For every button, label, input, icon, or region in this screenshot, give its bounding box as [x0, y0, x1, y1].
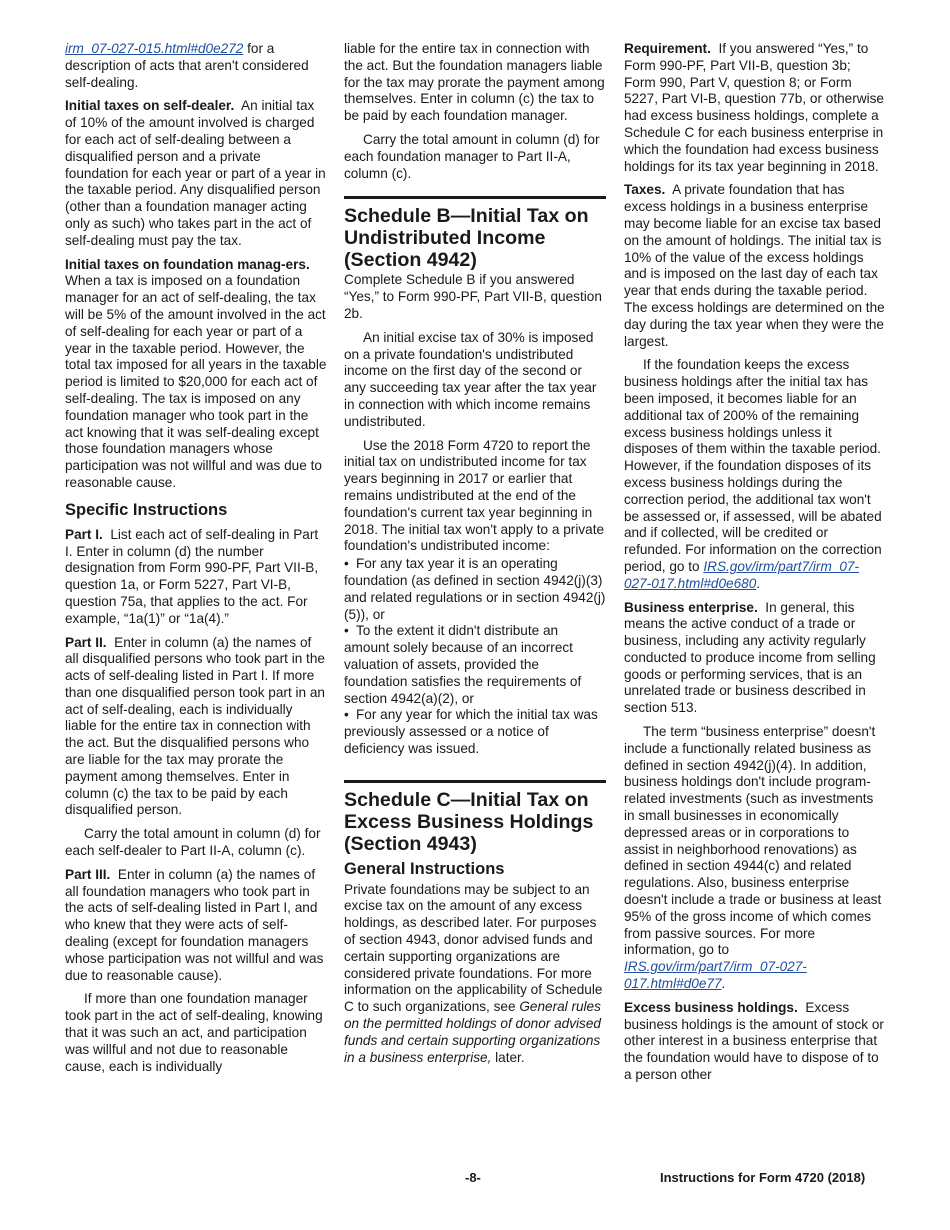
paragraph: Taxes. A private foundation that has excess holdings in a business enterprise may become liable for an excise tax based on the amount of holdings. The initial tax is 10% of the value of the excess holdings and is imposed on the last day of each tax year that ends during the taxable period. The excess holdings are determined on the day during the tax year when they were the largest. — [624, 182, 885, 349]
irm-link[interactable]: IRS.gov/irm/part7/irm_07-027-017.html#d0e77 — [624, 959, 807, 992]
schedule-c-title: Schedule C—Initial Tax on Excess Business Holdings (Section 4943) — [344, 780, 606, 855]
run-in-heading: Initial taxes on foundation manag-ers. — [65, 256, 310, 272]
paragraph: Carry the total amount in column (d) for each self-dealer to Part II-A, column (c). — [65, 826, 321, 859]
bullet-icon: • — [344, 707, 349, 723]
paragraph: If more than one foundation manager took part in the act of self-dealing, knowing that it was such an act, and participation was willful and not due to reasonable cause, each is individually — [65, 991, 323, 1074]
paragraph: liable for the entire tax in connection with the act. But the foundation managers liable for the tax may prorate the payment among themselves. Enter in column (c) the tax to be paid by each foundation manager. — [344, 41, 605, 124]
paragraph: Initial taxes on foundation manag-ers. When a tax is imposed on a foundation manager for an act of self-dealing, the tax will be 5% of the amount involved in the act of self-dealing for each year or part of a year in the taxable period. However, the total tax imposed for all years in the taxable period is limited to $20,000 for each act of self-dealing. The tax is imposed on any foundation manager who took part in the act knowing that it was self-dealing except those foundation managers whose participation was not willful and was due to reasonable cause. — [65, 256, 327, 490]
paragraph: Complete Schedule B if you answered “Yes,” to Form 990-PF, Part VII-B, question 2b. — [344, 272, 602, 321]
run-in-heading: Initial taxes on self-dealer. — [65, 98, 235, 114]
bullet-icon: • — [344, 556, 349, 572]
paragraph: Part II. Enter in column (a) the names of all disqualified persons who took part in the acts of self-dealing listed in Part I. If more than one disqualified person took part in an act of self-dealing, each is individually liable for the entire tax in connection with the act. But the disqualified persons who are liable for the tax may prorate the payment among themselves. Enter in column (c) the tax to be paid by each disqualified person. — [65, 634, 325, 818]
paragraph: Business enterprise. In general, this means the active conduct of a trade or business, including any activity regularly conducted to produce income from selling goods or performing services, that is an unrelated trade or business described in section 513. — [624, 599, 876, 716]
run-in-heading: Part III. — [65, 866, 111, 882]
bullet-item: • To the extent it didn't distribute an amount solely because of an incorrect valuation of assets, provided the foundation satisfies the requirements of section 4942(a)(2), or — [344, 623, 582, 706]
paragraph: The term “business enterprise” doesn't include a functionally related business as defined in section 4942(j)(4). In addition, business holdings don't include program-related investments (such as investments in small businesses in economically depressed areas or in corporations to assist in neighborhood renovations) as defined in section 4944(c) and related regulations. Also, business enterprise doesn't include a trade or business at least 95% of the gross income of which comes from passive sources. For more information, go to IRS.gov/irm/part7/irm_07-027-017.html#d0e77. — [624, 724, 882, 992]
paragraph: Carry the total amount in column (d) for each foundation manager to Part II-A, column (c). — [344, 131, 600, 181]
paragraph: If the foundation keeps the excess business holdings after the initial tax has been imposed, it becomes liable for an additional tax of 200% of the remaining excess business holdings unless it disposes of them within the taxable period. However, if the foundation disposes of its excess business holdings during the correction period, the additional tax won't be assessed or, if assessed, will be abated and if collected, will be credited or refunded. For information on the correction period, go to IRS.gov/irm/part7/irm_07-027-017.html#d0e680. — [624, 357, 882, 591]
document-title: Instructions for Form 4720 (2018) — [660, 1170, 866, 1185]
run-in-heading: Taxes. — [624, 182, 666, 198]
run-in-heading: Excess business holdings. — [624, 999, 798, 1015]
paragraph: An initial excise tax of 30% is imposed on a private foundation's undistributed income on the first day of the second or any succeeding tax year after the tax year in connection with which income remains undistributed. — [344, 329, 597, 429]
paragraph: Part III. Enter in column (a) the names of all foundation managers who took part in the acts of self-dealing listed in Part I, and who knew that they were acts of self-dealing (except for foundation managers whose participation was not willful and was due to reasonable cause). — [65, 866, 324, 983]
run-in-heading: Requirement. — [624, 41, 711, 56]
paragraph: Private foundations may be subject to an excise tax on the amount of any excess holdings, as described later. For purposes of section 4943, donor advised funds and certain supporting organizations are considered private foundations. For more information on the applicability of Schedule C to such organizations, see General rules on the permitted holdings of donor advised funds and certain supporting organizations in a business enterprise, later. — [344, 881, 603, 1065]
column-1 — [65, 41, 327, 1082]
column-2 — [344, 41, 606, 1073]
section-heading: Specific Instructions — [65, 500, 228, 519]
paragraph: Requirement. If you answered “Yes,” to Form 990-PF, Part VII-B, question 3b; Form 990, Part V, question 8; or Form 5227, Part VI-B, question 77b, or otherwise had excess business holdings, complete a Schedule C for each business enterprise in which the foundation had excess business holdings for its tax year beginning in 2018. — [624, 41, 884, 174]
paragraph: Use the 2018 Form 4720 to report the initial tax on undistributed income for tax years beginning in 2017 or earlier that remains undistributed at the end of the foundation's current tax year beginning in 2018. The initial tax won't apply to a private foundation's undistributed income: — [344, 437, 605, 554]
paragraph: Excess business holdings. Excess business holdings is the amount of stock or other interest in a business enterprise that the foundation would have to dispose of to a person other — [624, 999, 884, 1083]
run-in-heading: Business enterprise. — [624, 599, 758, 615]
paragraph: irm_07-027-015.html#d0e272 for a description of acts that aren't considered self-dealing. — [65, 41, 309, 90]
run-in-heading: Part I. — [65, 526, 103, 542]
page-number: -8- — [465, 1170, 481, 1185]
irm-link[interactable]: irm_07-027-015.html#d0e272 — [65, 41, 244, 56]
bullet-item: • For any tax year it is an operating foundation (as defined in section 4942(j)(3) and related regulations or in section 4942(j)(5)), or — [344, 556, 606, 622]
schedule-b-title: Schedule B—Initial Tax on Undistributed Income (Section 4942) — [344, 196, 606, 271]
bullet-icon: • — [344, 623, 349, 639]
paragraph: Initial taxes on self-dealer. An initial tax of 10% of the amount involved is charged for each act of self-dealing between a disqualified person and a private foundation for each year or part of a year in the taxable period. Any disqualified person (other than a foundation manager acting only as such) who takes part in the act of self-dealing must pay the tax. — [65, 98, 326, 248]
bullet-item: • For any year for which the initial tax was previously assessed or a notice of deficiency was issued. — [344, 707, 598, 756]
paragraph: Part I. List each act of self-dealing in Part I. Enter in column (d) the number designation from Form 990-PF, Part VII-B, question 1a, or Form 5227, Part VI-B, question 75a, that applies to the act. For example, “1a(1)” or “1a(4).” — [65, 526, 319, 626]
section-heading: General Instructions — [344, 859, 505, 878]
column-3 — [624, 41, 886, 1091]
irm-link[interactable]: IRS.gov/irm/part7/irm_07-027-017.html#d0e680 — [624, 558, 859, 591]
run-in-heading: Part II. — [65, 634, 107, 650]
